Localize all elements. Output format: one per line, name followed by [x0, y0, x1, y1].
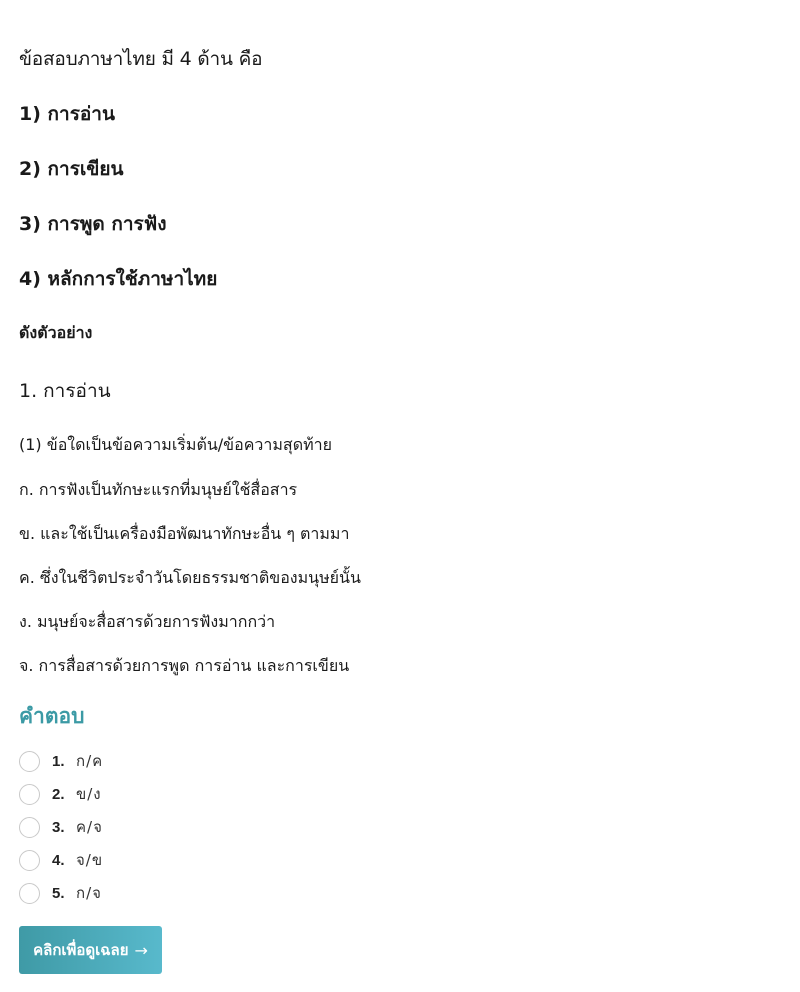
section-title: 1. การอ่าน — [19, 380, 111, 402]
answer-option-3[interactable] — [19, 815, 103, 839]
answer-option-2[interactable] — [19, 782, 102, 806]
answer-heading: คำตอบ — [19, 704, 85, 728]
option-text: ค/จ — [76, 818, 103, 836]
option-number: 1. — [52, 752, 65, 770]
arrow-right-icon: → — [134, 940, 148, 960]
question-line: จ. การสื่อสารด้วยการพูด การอ่าน และการเขียน — [19, 656, 350, 675]
radio-button[interactable] — [19, 817, 40, 838]
question-prompt: (1) ข้อใดเป็นข้อความเริ่มต้น/ข้อความสุดท้าย — [19, 435, 332, 454]
reveal-answer-button[interactable] — [19, 926, 162, 974]
topic-thai-usage: 4) หลักการใช้ภาษาไทย — [19, 268, 218, 290]
option-number: 4. — [52, 851, 65, 869]
topic-reading: 1) การอ่าน — [19, 103, 115, 125]
radio-button[interactable] — [19, 883, 40, 904]
option-text: จ/ข — [76, 851, 104, 869]
topic-writing: 2) การเขียน — [19, 158, 124, 180]
reveal-answer-label: คลิกเพื่อดูเฉลย — [33, 941, 129, 959]
option-text: ข/ง — [76, 785, 102, 803]
question-line: ง. มนุษย์จะสื่อสารด้วยการฟังมากกว่า — [19, 612, 276, 631]
topic-speaking-listening: 3) การพูด การฟัง — [19, 213, 167, 235]
radio-button[interactable] — [19, 751, 40, 772]
option-number: 3. — [52, 818, 65, 836]
question-line: ก. การฟังเป็นทักษะแรกที่มนุษย์ใช้สื่อสาร — [19, 480, 298, 499]
answer-option-1[interactable] — [19, 749, 103, 773]
radio-button[interactable] — [19, 850, 40, 871]
option-text: ก/ค — [76, 752, 104, 770]
option-text: ก/จ — [76, 884, 102, 902]
question-line: ค. ซึ่งในชีวิตประจำวันโดยธรรมชาติของมนุษย์นั้น — [19, 568, 361, 587]
option-number: 5. — [52, 884, 65, 902]
example-label: ดังตัวอย่าง — [19, 323, 93, 342]
radio-button[interactable] — [19, 784, 40, 805]
intro-text: ข้อสอบภาษาไทย มี 4 ด้าน คือ — [19, 48, 263, 70]
answer-option-5[interactable] — [19, 881, 102, 905]
question-line: ข. และใช้เป็นเครื่องมือพัฒนาทักษะอื่น ๆ ตามมา — [19, 524, 350, 543]
answer-option-4[interactable] — [19, 848, 103, 872]
option-number: 2. — [52, 785, 65, 803]
